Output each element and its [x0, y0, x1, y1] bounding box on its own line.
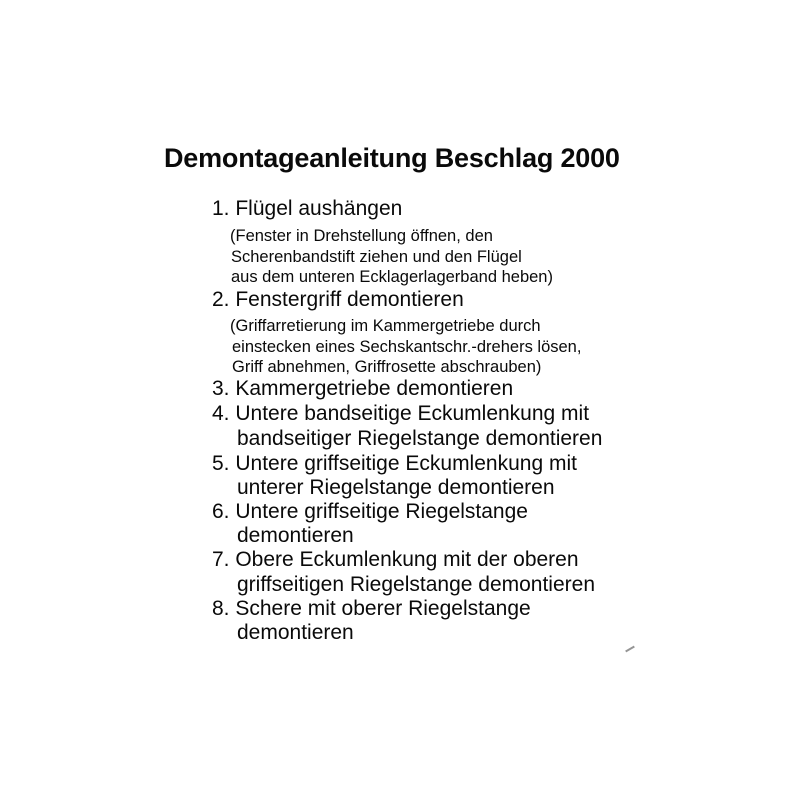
step-2-note-line-3: Griff abnehmen, Griffrosette abschrauben)	[232, 358, 542, 376]
step-5-continuation: unterer Riegelstange demontieren	[237, 476, 555, 499]
step-4-heading: 4. Untere bandseitige Eckumlenkung mit	[212, 402, 590, 425]
step-6-continuation: demontieren	[237, 524, 354, 547]
step-2-heading: 2. Fenstergriff demontieren	[212, 288, 464, 311]
step-6-heading: 6. Untere griffseitige Riegelstange	[212, 500, 528, 523]
stray-pen-mark	[625, 646, 635, 653]
step-5-heading: 5. Untere griffseitige Eckumlenkung mit	[212, 452, 577, 475]
step-2-note-line-2: einstecken eines Sechskantschr.-drehers lösen,	[232, 338, 582, 356]
step-7-continuation: griffseitigen Riegelstange demontieren	[237, 573, 596, 596]
step-1-heading: 1. Flügel aushängen	[212, 197, 403, 220]
step-4-continuation: bandseitiger Riegelstange demontieren	[237, 427, 603, 450]
step-1-note-line-3: aus dem unteren Ecklagerlagerband heben)	[231, 268, 553, 286]
step-7-heading: 7. Obere Eckumlenkung mit der oberen	[212, 548, 579, 571]
document-title: Demontageanleitung Beschlag 2000	[164, 143, 620, 173]
step-3-heading: 3. Kammergetriebe demontieren	[212, 377, 514, 400]
step-2-note-line-1: (Griffarretierung im Kammergetriebe durch	[230, 317, 541, 335]
step-8-continuation: demontieren	[237, 621, 354, 644]
step-1-note-line-1: (Fenster in Drehstellung öffnen, den	[230, 227, 493, 245]
step-1-note-line-2: Scherenbandstift ziehen und den Flügel	[231, 248, 522, 266]
step-8-heading: 8. Schere mit oberer Riegelstange	[212, 597, 531, 620]
